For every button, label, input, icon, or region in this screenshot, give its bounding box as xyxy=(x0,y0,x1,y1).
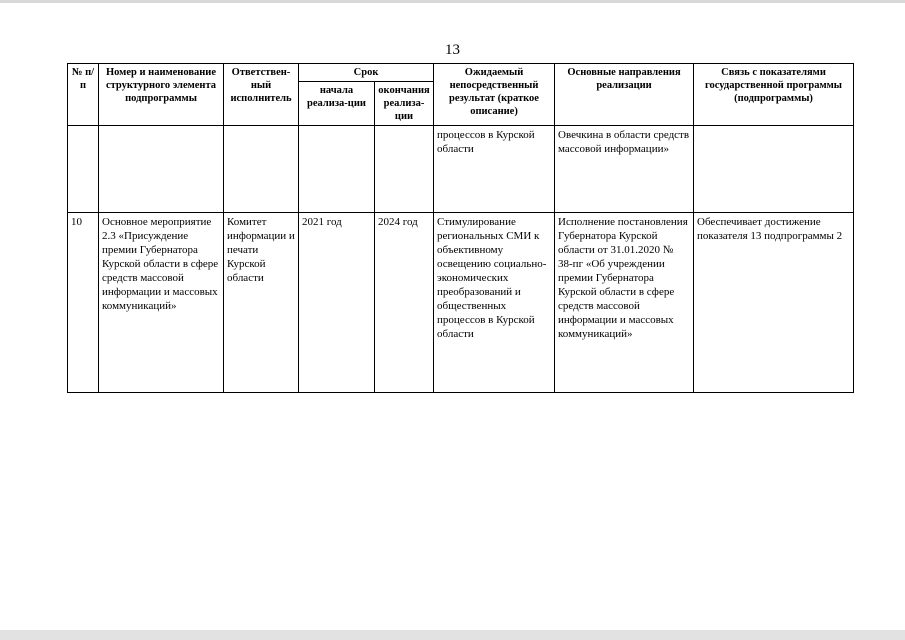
table-row xyxy=(68,126,854,213)
cell-start: 2021 год xyxy=(299,213,375,393)
cell-end: 2024 год xyxy=(375,213,434,393)
program-table xyxy=(67,63,854,393)
header-directions: Основные направления реализации xyxy=(555,64,694,126)
cell-result: Стимулирование региональных СМИ к объективному освещению социально-экономических преобразований и общественных процессов в Курской области xyxy=(434,213,555,393)
cell-directions: Овечкина в области средств массовой информации» xyxy=(555,126,694,213)
cell-name: Основное мероприятие 2.3 «Присуждение премии Губернатора Курской области в сфере средств массовой информации и массовых коммуникаций» xyxy=(99,213,224,393)
cell-start xyxy=(299,126,375,213)
scan-bottom-edge xyxy=(0,630,905,640)
scan-top-edge xyxy=(0,0,905,3)
table-row xyxy=(68,213,854,393)
cell-result: процессов в Курской области xyxy=(434,126,555,213)
page-number: 13 xyxy=(445,42,460,58)
header-row xyxy=(68,64,854,82)
header-result: Ожидаемый непосредственный результат (краткое описание) xyxy=(434,64,555,126)
cell-executor xyxy=(224,126,299,213)
cell-name xyxy=(99,126,224,213)
cell-link: Обеспечивает достижение показателя 13 подпрограммы 2 xyxy=(694,213,854,393)
header-term: Срок xyxy=(299,64,434,82)
header-link: Связь с показателями государственной программы (подпрограммы) xyxy=(694,64,854,126)
header-term-end: окончания реализа-ции xyxy=(375,82,434,126)
header-num: № п/п xyxy=(68,64,99,126)
header-term-start: начала реализа-ции xyxy=(299,82,375,126)
header-name: Номер и наименование структурного элемента подпрограммы xyxy=(99,64,224,126)
cell-directions: Исполнение постановления Губернатора Курской области от 31.01.2020 № 38-пг «Об учреждении премии Губернатора Курской области в сфере средств массовой информации и массовых коммуникаций» xyxy=(555,213,694,393)
cell-link xyxy=(694,126,854,213)
cell-num xyxy=(68,126,99,213)
cell-end xyxy=(375,126,434,213)
cell-executor: Комитет информации и печати Курской области xyxy=(224,213,299,393)
header-executor: Ответствен-ный исполнитель xyxy=(224,64,299,126)
cell-num: 10 xyxy=(68,213,99,393)
